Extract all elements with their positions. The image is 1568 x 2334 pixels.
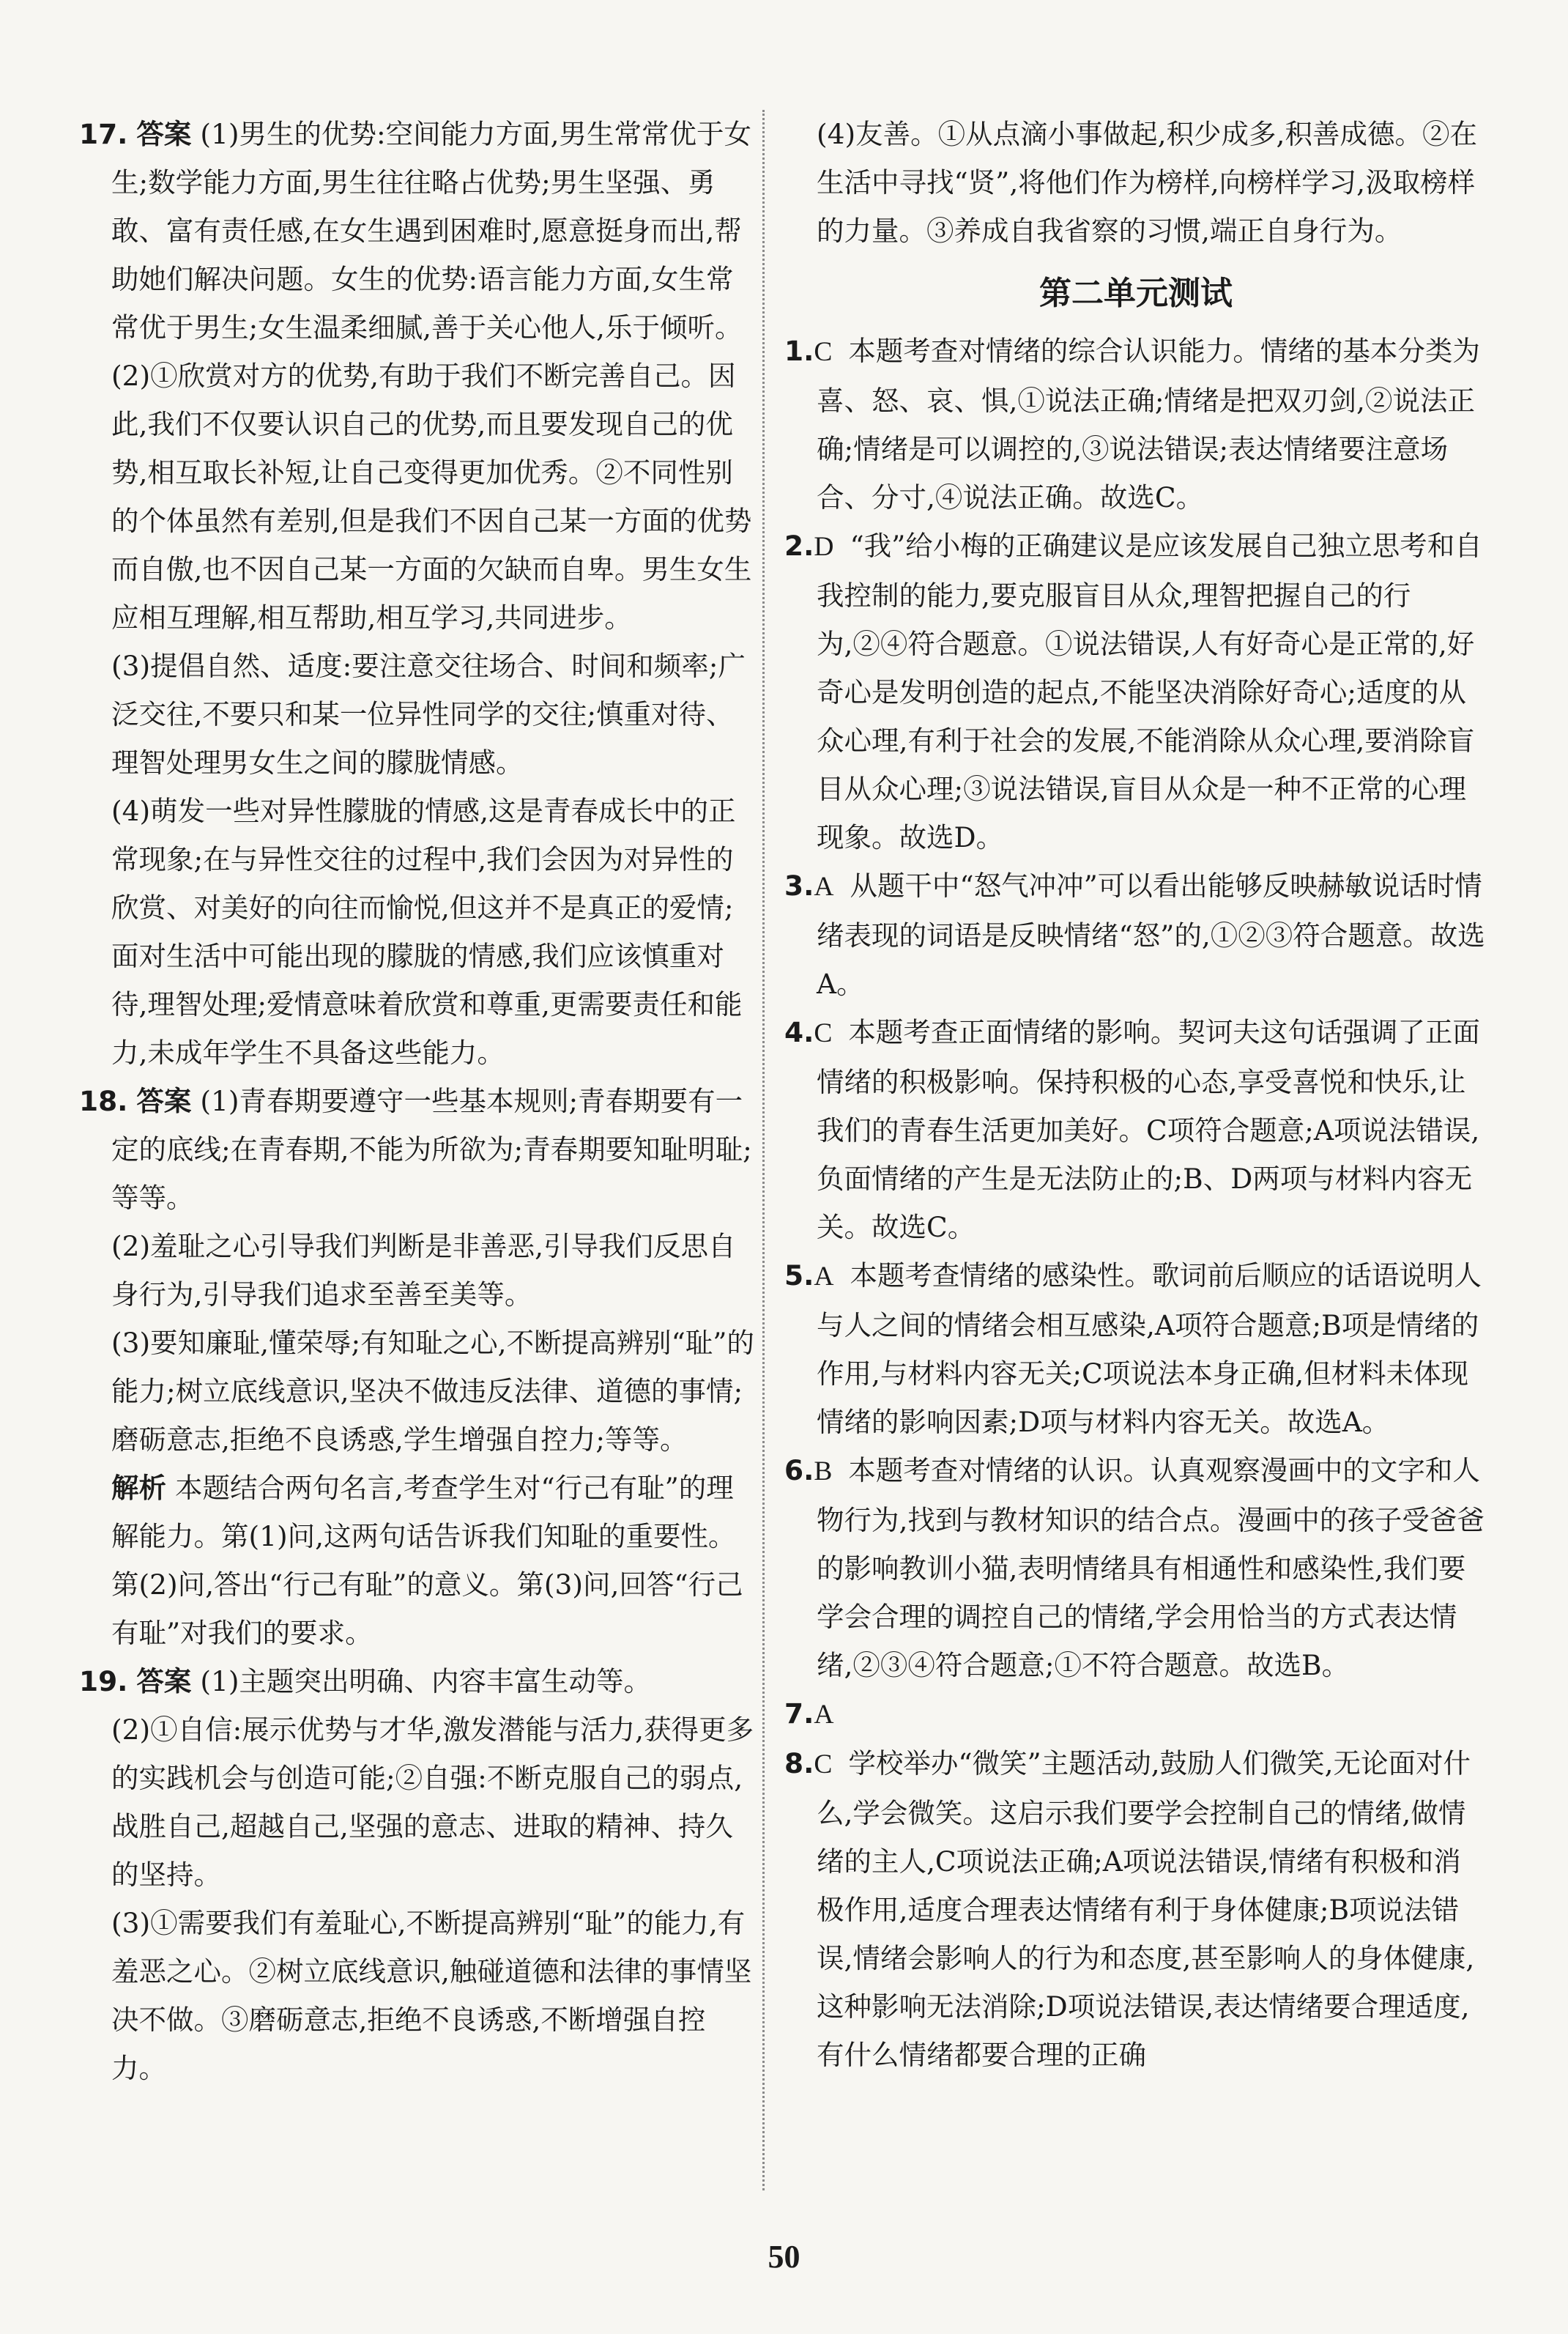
answer-option: A — [814, 1262, 834, 1292]
question-number: 2. — [784, 530, 814, 562]
list-item — [784, 327, 1487, 522]
answer-tag: 答案 — [136, 1665, 192, 1697]
answer-list — [784, 327, 1487, 2079]
explanation: “我”给小梅的正确建议是应该发展自己独立思考和自我控制的能力,要克服盲目从众,理智把握自己的行为,②④符合题意。①说法错误,人有好奇心是正常的,好奇心是发明创造的起点,不能坚决消除好奇心;适度的从众心理,有利于社会的发展,不能消除从众心理,要消除盲目从众心理;③说法错误,盲目从众是一种不正常的心理现象。故选D。 — [817, 530, 1482, 853]
question-number: 19. — [79, 1665, 128, 1697]
explanation: 本题考查对情绪的认识。认真观察漫画中的文字和人物行为,找到与教材知识的结合点。漫画中的孩子受爸爸的影响教训小猫,表明情绪具有相通性和感染性,我们要学会合理的调控自己的情绪,学会用恰当的方式表达情绪,②③④符合题意;①不符合题意。故选B。 — [817, 1454, 1485, 1681]
question-number: 8. — [784, 1747, 814, 1779]
question-number: 1. — [784, 335, 814, 367]
answer-part: (3)要知廉耻,懂荣辱;有知耻之心,不断提高辨别“耻”的能力;树立底线意识,坚决不做违反法律、道德的事情;磨砺意志,拒绝不良诱惑,学生增强自控力;等等。 — [111, 1327, 754, 1456]
answer-option: C — [814, 337, 833, 367]
question-number: 3. — [784, 870, 814, 902]
answer-part: (1)男生的优势:空间能力方面,男生常常优于女生;数学能力方面,男生往往略占优势;男生坚强、勇敢、富有责任感,在女生遇到困难时,愿意挺身而出,帮助她们解决问题。女生的优势:语言能力方面,女生常常优于男生;女生温柔细腻,善于关心他人,乐于倾听。 — [111, 118, 752, 344]
column-divider — [762, 110, 765, 2190]
question-number: 18. — [79, 1085, 128, 1117]
question-number: 7. — [784, 1697, 814, 1730]
list-item — [784, 1251, 1487, 1446]
question-18 — [79, 1077, 760, 1222]
explanation: 本题考查情绪的感染性。歌词前后顺应的话语说明人与人之间的情绪会相互感染,A项符合题意;B项是情绪的作用,与材料内容无关;C项说法本身正确,但材料未体现情绪的影响因素;D项与材料内容无关。故选A。 — [817, 1259, 1482, 1438]
list-item — [784, 522, 1487, 862]
answer-tag: 答案 — [136, 118, 192, 150]
question-number: 6. — [784, 1454, 814, 1486]
answer-option: A — [814, 872, 834, 902]
question-17 — [79, 110, 760, 352]
explanation: 本题考查对情绪的综合认识能力。情绪的基本分类为喜、怒、哀、惧,①说法正确;情绪是把双刃剑,②说法正确;情绪是可以调控的,③说法错误;表达情绪要注意场合、分寸,④说法正确。故选C。 — [817, 335, 1480, 514]
analysis — [79, 1464, 760, 1657]
answer-option: A — [814, 1700, 834, 1730]
list-item — [784, 1446, 1487, 1689]
analysis-tag: 解析 — [111, 1472, 166, 1504]
list-item — [784, 1008, 1487, 1251]
answer-continuation: (4)友善。①从点滴小事做起,积少成多,积善成德。②在生活中寻找“贤”,将他们作为榜样,向榜样学习,汲取榜样的力量。③养成自我省察的习惯,端正自身行为。 — [817, 118, 1477, 247]
answer-part: (3)①需要我们有羞耻心,不断提高辨别“耻”的能力,有羞恶之心。②树立底线意识,触碰道德和法律的事情坚决不做。③磨砺意志,拒绝不良诱惑,不断增强自控力。 — [111, 1907, 752, 2084]
answer-option: B — [814, 1456, 833, 1486]
question-number: 17. — [79, 118, 128, 150]
list-item — [784, 1739, 1487, 2079]
answer-option: D — [814, 532, 834, 562]
answer-part: (3)提倡自然、适度:要注意交往场合、时间和频率;广泛交往,不要只和某一位异性同学的交往;慎重对待、理智处理男女生之间的朦胧情感。 — [111, 650, 746, 779]
answer-option: C — [814, 1018, 833, 1048]
answer-part: (2)①自信:展示优势与才华,激发潜能与活力,获得更多的实践机会与创造可能;②自强:不断克服自己的弱点,战胜自己,超越自己,坚强的意志、进取的精神、持久的坚持。 — [111, 1714, 754, 1891]
left-column — [79, 110, 760, 2092]
explanation: 从题干中“怒气冲冲”可以看出能够反映赫敏说话时情绪表现的词语是反映情绪“怒”的,①②③符合题意。故选A。 — [817, 870, 1485, 1000]
analysis-text: 本题结合两句名言,考查学生对“行己有耻”的理解能力。第(1)问,这两句话告诉我们知耻的重要性。第(2)问,答出“行己有耻”的意义。第(3)问,回答“行己有耻”对我们的要求。 — [111, 1472, 743, 1649]
page-number: 50 — [768, 2239, 800, 2275]
answer-part: (1)主题突出明确、内容丰富生动等。 — [200, 1665, 651, 1697]
answer-part: (1)青春期要遵守一些基本规则;青春期要有一定的底线;在青春期,不能为所欲为;青春期要知耻明耻;等等。 — [111, 1085, 752, 1214]
question-number: 5. — [784, 1259, 814, 1292]
answer-tag: 答案 — [136, 1085, 192, 1117]
section-title: 第二单元测试 — [1039, 275, 1233, 312]
answer-part: (2)①欣赏对方的优势,有助于我们不断完善自己。因此,我们不仅要认识自己的优势,而且要发现自己的优势,相互取长补短,让自己变得更加优秀。②不同性别的个体虽然有差别,但是我们不因自己某一方面的优势而自傲,也不因自己某一方面的欠缺而自卑。男生女生应相互理解,相互帮助,相互学习,共同进步。 — [111, 360, 752, 634]
answer-part: (4)萌发一些对异性朦胧的情感,这是青春成长中的正常现象;在与异性交往的过程中,我们会因为对异性的欣赏、对美好的向往而愉悦,但这并不是真正的爱情;面对生活中可能出现的朦胧的情感,我们应该慎重对待,理智处理;爱情意味着欣赏和尊重,更需要责任和能力,未成年学生不具备这些能力。 — [111, 795, 743, 1069]
right-column — [784, 110, 1487, 2079]
list-item — [784, 1689, 1487, 1739]
answer-option: C — [814, 1749, 833, 1779]
question-19 — [79, 1657, 760, 1705]
list-item — [784, 862, 1487, 1008]
explanation: 本题考查正面情绪的影响。契诃夫这句话强调了正面情绪的积极影响。保持积极的心态,享受喜悦和快乐,让我们的青春生活更加美好。C项符合题意;A项说法错误,负面情绪的产生是无法防止的;B、D两项与材料内容无关。故选C。 — [817, 1016, 1480, 1243]
question-number: 4. — [784, 1016, 814, 1048]
answer-part: (2)羞耻之心引导我们判断是非善恶,引导我们反思自身行为,引导我们追求至善至美等。 — [111, 1230, 736, 1311]
explanation: 学校举办“微笑”主题活动,鼓励人们微笑,无论面对什么,学会微笑。这启示我们要学会控制自己的情绪,做情绪的主人,C项说法正确;A项说法错误,情绪有积极和消极作用,适度合理表达情绪有利于身体健康;B项说法错误,情绪会影响人的行为和态度,甚至影响人的身体健康,这种影响无法消除;D项说法错误,表达情绪要合理适度,有什么情绪都要合理的正确 — [817, 1747, 1475, 2071]
